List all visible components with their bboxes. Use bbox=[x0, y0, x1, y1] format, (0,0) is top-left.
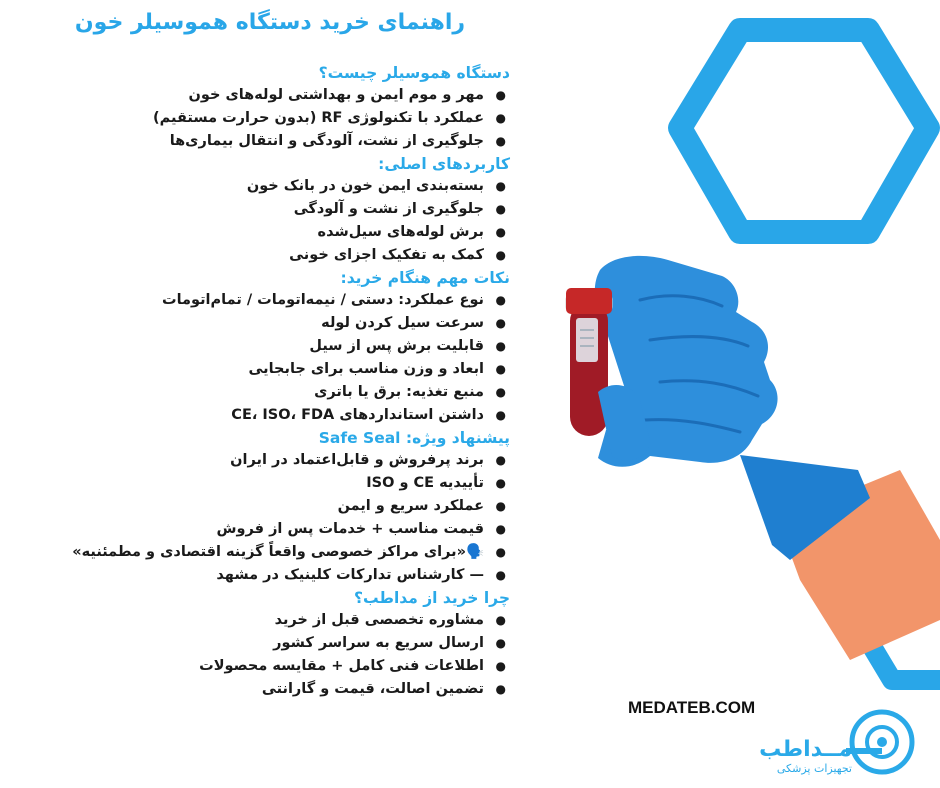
list-item: ● تضمین اصالت، قیمت و گارانتی bbox=[261, 681, 506, 697]
section-heading: دستگاه هموسیلر چیست؟ bbox=[318, 64, 510, 82]
list-item: ● عملکرد با تکنولوژی RF (بدون حرارت مستقیم) bbox=[153, 110, 506, 126]
list-item: ● ارسال سریع به سراسر کشور bbox=[273, 635, 506, 651]
medateb-logo-icon bbox=[846, 712, 912, 772]
hexagon-decoration bbox=[680, 30, 928, 232]
list-item: ● مهر و موم ایمن و بهداشتی لوله‌های خون bbox=[188, 87, 506, 103]
list-item: ● اطلاعات فنی کامل + مقایسه محصولات bbox=[199, 658, 506, 674]
page-title: راهنمای خرید دستگاه هموسیلر خون bbox=[74, 10, 466, 35]
section-tips bbox=[30, 267, 510, 427]
list-item: ● کمک به تفکیک اجزای خونی bbox=[289, 247, 506, 263]
list-item: ● منبع تغذیه: برق یا باتری bbox=[314, 384, 506, 400]
list-item: ● برند پرفروش و قابل‌اعتماد در ایران bbox=[230, 452, 506, 468]
list-item: ● برش لوله‌های سیل‌شده bbox=[317, 224, 506, 240]
list-item: ● جلوگیری از نشت، آلودگی و انتقال بیماری‌ها bbox=[169, 133, 506, 149]
brand-logo bbox=[752, 738, 852, 776]
content bbox=[30, 62, 510, 701]
logo-subtitle: تجهیزات پزشکی bbox=[776, 762, 852, 775]
list-item: ● عملکرد سریع و ایمن bbox=[337, 498, 506, 514]
section-why bbox=[30, 587, 510, 701]
list-item: ● — کارشناس تدارکات کلینیک در مشهد bbox=[216, 567, 506, 583]
section-heading: پیشنهاد ویژه: Safe Seal bbox=[318, 429, 510, 447]
section-heading: چرا خرید از مداطب؟ bbox=[354, 589, 510, 607]
list-item: ● جلوگیری از نشت و آلودگی bbox=[293, 201, 506, 217]
logo-name: مــداطب bbox=[759, 737, 852, 762]
section-what bbox=[30, 62, 510, 153]
section-uses bbox=[30, 153, 510, 267]
list-item: ● قیمت مناسب + خدمات پس از فروش bbox=[216, 521, 506, 537]
section-offer bbox=[30, 427, 510, 587]
list-item: ● ابعاد و وزن مناسب برای جابجایی bbox=[248, 361, 506, 377]
list-item: ● 🗣️«برای مراکز خصوصی واقعاً گزینه اقتصادی و مطمئنیه» bbox=[72, 544, 506, 560]
list-item: ● تأییدیه CE و ISO bbox=[366, 475, 506, 491]
list-item: ● نوع عملکرد: دستی / نیمه‌اتومات / تمام‌اتومات bbox=[162, 292, 506, 308]
website-link[interactable]: MEDATEB.COM bbox=[628, 698, 756, 717]
list-item: ● مشاوره تخصصی قبل از خرید bbox=[274, 612, 506, 628]
section-heading: کاربردهای اصلی: bbox=[378, 155, 510, 173]
list-item: ● سرعت سیل کردن لوله bbox=[321, 315, 506, 331]
list-item: ● بسته‌بندی ایمن خون در بانک خون bbox=[246, 178, 506, 194]
list-item: ● داشتن استانداردهای CE، ISO، FDA bbox=[231, 407, 506, 423]
section-heading: نکات مهم هنگام خرید: bbox=[340, 269, 510, 287]
list-item: ● قابلیت برش پس از سیل bbox=[309, 338, 506, 354]
